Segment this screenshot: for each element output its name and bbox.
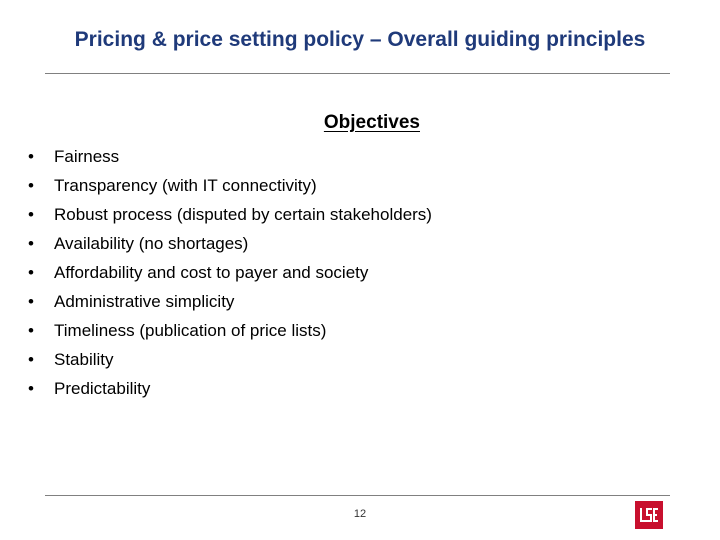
bullet-icon: • — [28, 234, 34, 253]
list-item-label: Predictability — [54, 379, 151, 398]
bullet-icon: • — [28, 263, 34, 282]
list-item-label: Robust process (disputed by certain stakeholders) — [54, 205, 432, 224]
footer-divider — [45, 495, 670, 496]
list-item-label: Administrative simplicity — [54, 292, 235, 311]
list-item-label: Timeliness (publication of price lists) — [54, 321, 327, 340]
title-divider — [45, 73, 670, 74]
list-item-label: Stability — [54, 350, 114, 369]
list-item — [28, 231, 432, 260]
list-item — [28, 173, 432, 202]
page-number: 12 — [353, 508, 367, 520]
bullet-icon: • — [28, 176, 34, 195]
list-item-label: Affordability and cost to payer and society — [54, 263, 369, 282]
bullet-icon: • — [28, 350, 34, 369]
objectives-heading: Objectives — [323, 112, 420, 133]
objectives-list — [28, 144, 432, 405]
list-item — [28, 376, 432, 405]
bullet-icon: • — [28, 205, 34, 224]
list-item — [28, 347, 432, 376]
list-item-label: Fairness — [54, 147, 120, 166]
list-item — [28, 260, 432, 289]
list-item-label: Availability (no shortages) — [54, 234, 249, 253]
list-item — [28, 202, 432, 231]
bullet-icon: • — [28, 379, 34, 398]
bullet-icon: • — [28, 321, 34, 340]
lse-logo-letters — [638, 504, 660, 526]
bullet-icon: • — [28, 292, 34, 311]
list-item — [28, 318, 432, 347]
list-item — [28, 144, 432, 173]
lse-logo-icon — [635, 501, 663, 529]
bullet-icon: • — [28, 147, 34, 166]
slide-title: Pricing & price setting policy – Overall guiding principles — [74, 28, 646, 51]
list-item — [28, 289, 432, 318]
list-item-label: Transparency (with IT connectivity) — [54, 176, 317, 195]
